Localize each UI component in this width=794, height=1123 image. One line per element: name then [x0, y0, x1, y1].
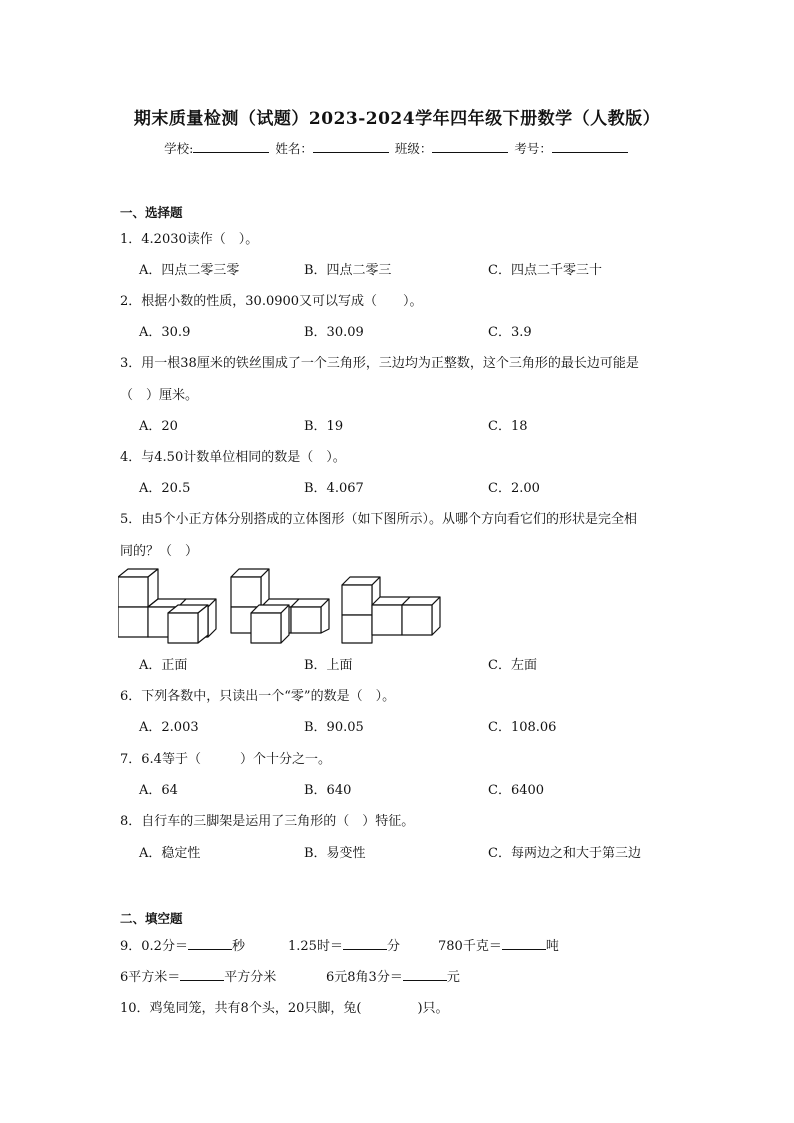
q7-option-b[interactable]: B．640	[304, 783, 352, 798]
answer-blank[interactable]	[502, 937, 546, 950]
cube-figure-3	[342, 577, 440, 643]
q8-option-c[interactable]: C．每两边之和大于第三边	[488, 846, 641, 861]
q1-option-b[interactable]: B．四点二零三	[304, 263, 392, 278]
question-4: 4．与4.50计数单位相同的数是（ ）。	[120, 450, 346, 465]
page-title: 期末质量检测（试题）2023-2024学年四年级下册数学（人教版）	[133, 109, 661, 129]
class-label: 班级：	[394, 141, 433, 156]
section-heading-choice: 一、选择题	[120, 205, 183, 220]
class-blank[interactable]	[432, 140, 508, 153]
answer-blank[interactable]	[403, 968, 447, 981]
q8-option-b[interactable]: B．易变性	[304, 846, 366, 861]
question-2: 2．根据小数的性质，30.0900又可以写成（ ）。	[120, 294, 423, 309]
q2-option-a[interactable]: A．30.9	[139, 325, 191, 340]
q7-option-a[interactable]: A．64	[139, 783, 178, 798]
answer-blank[interactable]	[180, 968, 224, 981]
q9-item-1: 9．0.2分＝ 秒	[120, 939, 245, 954]
q5-option-b[interactable]: B．上面	[304, 658, 353, 673]
q4-option-a[interactable]: A．20.5	[139, 481, 191, 496]
q7-option-c[interactable]: C．6400	[488, 783, 545, 798]
q3-option-c[interactable]: C．18	[488, 419, 528, 434]
name-label: 姓名：	[275, 141, 313, 156]
q9-item-3: 780千克＝ 吨	[438, 939, 559, 954]
exam-no-blank[interactable]	[552, 140, 628, 153]
question-1: 1．4.2030读作（ ）。	[120, 232, 259, 247]
q1-option-a[interactable]: A．四点二零三零	[139, 263, 240, 278]
q9-item-4: 6平方米＝ 平方分米	[120, 970, 277, 985]
school-label: 学校:	[164, 141, 194, 156]
name-blank[interactable]	[313, 140, 389, 153]
question-7: 7．6.4等于（ ）个十分之一。	[120, 752, 331, 767]
section-heading-fill: 二、填空题	[120, 911, 183, 926]
q9-item-5: 6元8角3分＝ 元	[326, 970, 460, 985]
answer-blank[interactable]	[188, 937, 232, 950]
cube-figures	[118, 566, 458, 646]
q6-option-c[interactable]: C．108.06	[488, 720, 557, 735]
q1-option-c[interactable]: C．四点二千零三十	[488, 263, 602, 278]
q4-option-c[interactable]: C．2.00	[488, 481, 540, 496]
school-blank[interactable]	[193, 140, 269, 153]
question-6: 6．下列各数中，只读出一个“零”的数是（ ）。	[120, 689, 396, 704]
q6-option-b[interactable]: B．90.05	[304, 720, 364, 735]
question-10: 10．鸡兔同笼，共有8个头，20只脚，兔( )只。	[120, 1001, 449, 1016]
q5-option-a[interactable]: A．正面	[139, 658, 188, 673]
q3-option-b[interactable]: B．19	[304, 419, 344, 434]
question-5-cont: 同的？（ ）	[120, 544, 199, 559]
cube-figure-1	[118, 569, 216, 643]
q6-option-a[interactable]: A．2.003	[139, 720, 199, 735]
q2-option-c[interactable]: C．3.9	[488, 325, 532, 340]
question-8: 8．自行车的三脚架是运用了三角形的（ ）特征。	[120, 814, 415, 829]
exam-no-label: 考号：	[514, 141, 552, 156]
q4-option-b[interactable]: B．4.067	[304, 481, 364, 496]
q2-option-b[interactable]: B．30.09	[304, 325, 364, 340]
question-3: 3．用一根38厘米的铁丝围成了一个三角形，三边均为正整数，这个三角形的最长边可能是	[120, 356, 639, 371]
answer-blank[interactable]	[343, 937, 387, 950]
q9-item-2: 1.25时＝ 分	[288, 939, 400, 954]
q8-option-a[interactable]: A．稳定性	[139, 846, 201, 861]
q3-option-a[interactable]: A．20	[139, 419, 178, 434]
question-3-cont: （ ）厘米。	[120, 388, 199, 403]
cube-figure-2	[231, 569, 329, 643]
q5-option-c[interactable]: C．左面	[488, 658, 537, 673]
question-5: 5．由5个小正方体分别搭成的立体图形（如下图所示）。从哪个方向看它们的形状是完全相	[120, 512, 638, 527]
student-info-line	[0, 139, 794, 157]
